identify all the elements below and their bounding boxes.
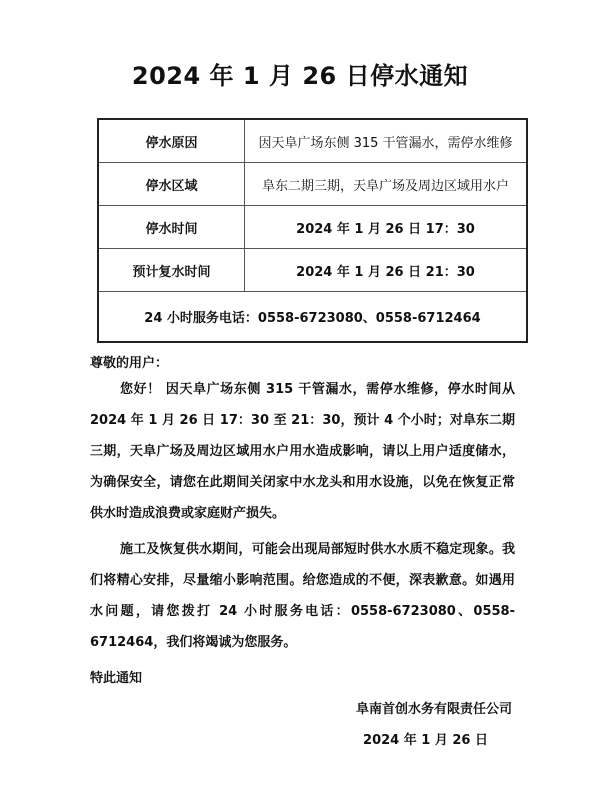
- paragraph-1: [90, 374, 515, 529]
- table-row: [98, 292, 527, 343]
- area-value: 阜东二期三期，天阜广场及周边区域用水户: [245, 163, 528, 206]
- greeting: 尊敬的用户：: [90, 356, 169, 371]
- area-label: 停水区域: [98, 163, 245, 206]
- table-row: [98, 249, 527, 292]
- company-name: 阜南首创水务有限责任公司: [355, 702, 512, 717]
- issue-date: 2024 年 1 月 26 日: [363, 733, 488, 748]
- hotline-cell: 24 小时服务电话：0558-6723080、0558-6712464: [98, 292, 527, 343]
- paragraph-1-text: 您好！ 因天阜广场东侧 315 干管漏水，需停水维修，停水时间从 2024 年 1 月 26 日 17：30 至 21：30，预计 4 个小时；对阜东二期三期，天阜广场及周边区域用水户用水造成影响，请以上用户适度储水，为确保安全，请您在此期间关闭家中水龙头和用水设施，以免在恢复正常供水时造成浪费或家庭财产损失。: [90, 382, 515, 521]
- info-table: [97, 118, 528, 343]
- reason-label: 停水原因: [98, 119, 245, 163]
- stop-time-value: 2024 年 1 月 26 日 17：30: [245, 206, 528, 249]
- table-row: [98, 163, 527, 206]
- paragraph-2-text: 施工及恢复供水期间，可能会出现局部短时供水水质不稳定现象。我们将精心安排，尽量缩小影响范围。给您造成的不便，深表歉意。如遇用水问题，请您拨打 24 小时服务电话：0558-6723080、0558-6712464，我们将竭诚为您服务。: [90, 542, 515, 650]
- notice-title: 2024 年 1 月 26 日停水通知: [131, 62, 469, 90]
- table-row: [98, 206, 527, 249]
- reason-value: 因天阜广场东侧 315 干管漏水，需停水维修: [245, 119, 528, 163]
- stop-time-label: 停水时间: [98, 206, 245, 249]
- restore-time-label: 预计复水时间: [98, 249, 245, 292]
- table-row: [98, 119, 527, 163]
- restore-time-value: 2024 年 1 月 26 日 21：30: [245, 249, 528, 292]
- paragraph-2: [90, 534, 515, 658]
- closing-text: 特此通知: [90, 671, 143, 686]
